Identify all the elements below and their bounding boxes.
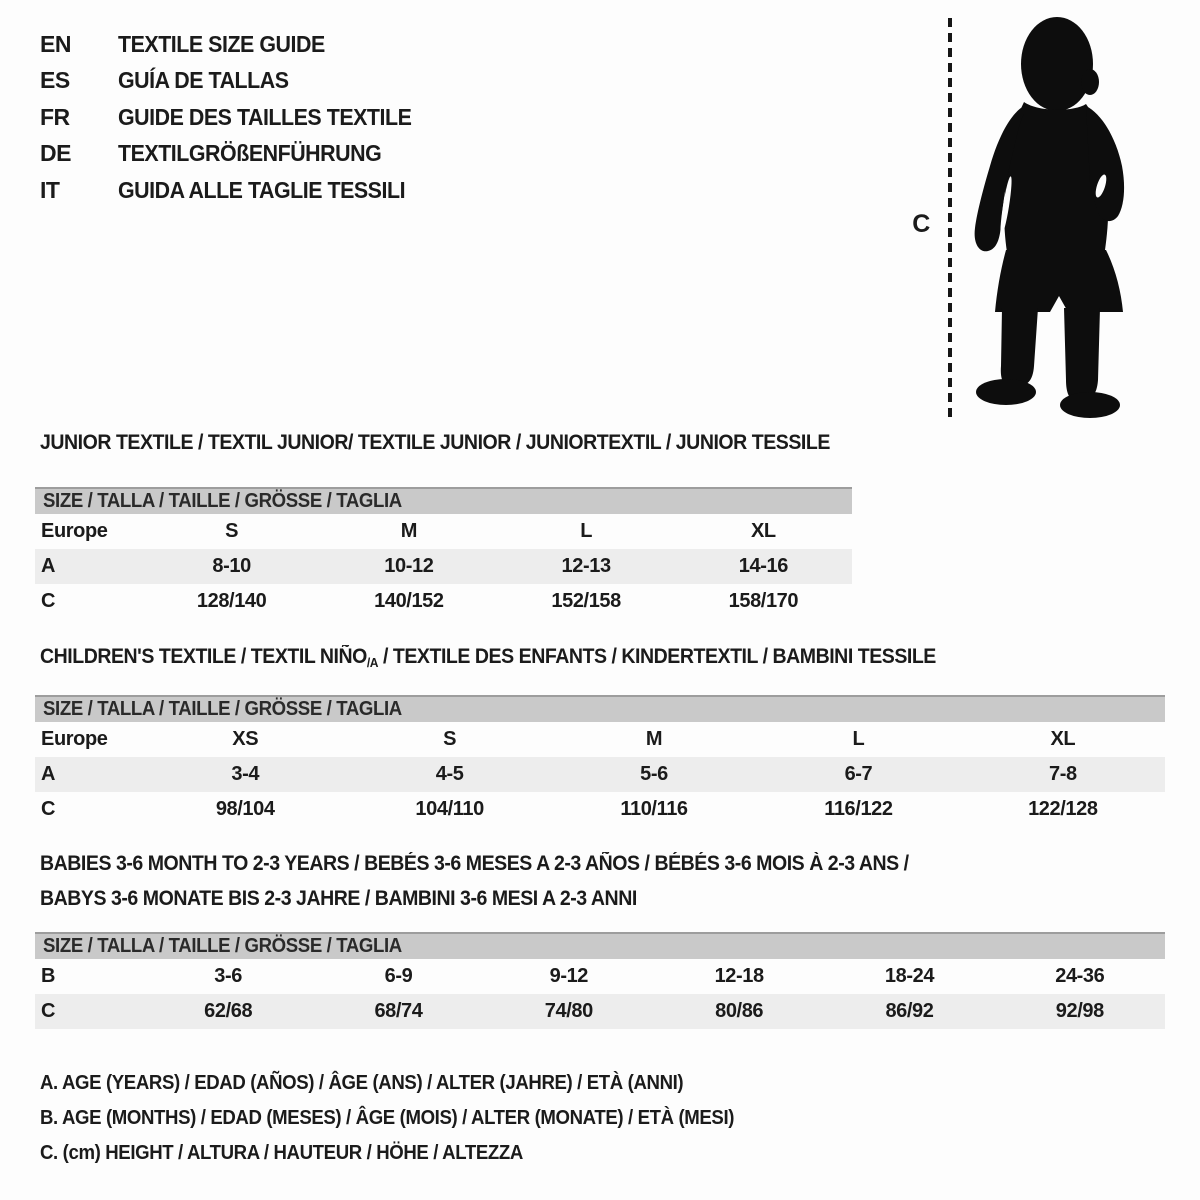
- table-cell: 24-36: [1055, 965, 1105, 987]
- table-cell: 128/140: [196, 590, 267, 612]
- table-cell: 12-13: [561, 555, 611, 577]
- table-row-sizes: [35, 722, 1165, 757]
- language-title: GUÍA DE TALLAS: [118, 67, 289, 94]
- babies-title-line1: BABIES 3-6 MONTH TO 2-3 YEARS / BEBÉS 3-6 MESES A 2-3 AÑOS / BÉBÉS 3-6 MOIS À 2-3 ANS /: [40, 852, 909, 875]
- table-row-age: [35, 549, 852, 584]
- junior-section-title: JUNIOR TEXTILE / TEXTIL JUNIOR/ TEXTILE JUNIOR / JUNIORTEXTIL / JUNIOR TESSILE: [40, 431, 830, 454]
- table-cell: XL: [1050, 728, 1076, 750]
- table-cell: 4-5: [435, 763, 464, 785]
- table-cell: 6-7: [844, 763, 873, 785]
- language-code: EN: [40, 30, 71, 57]
- table-cell: 9-12: [549, 965, 589, 987]
- language-row: [40, 63, 434, 100]
- language-row: [40, 26, 434, 63]
- table-header-label: SIZE / TALLA / TAILLE / GRÖSSE / TAGLIA: [43, 935, 402, 957]
- language-code: ES: [40, 67, 70, 94]
- table-row-age: [35, 757, 1165, 792]
- table-cell: 7-8: [1048, 763, 1077, 785]
- table-cell: 98/104: [215, 798, 275, 820]
- legend-line-c: C. (cm) HEIGHT / ALTURA / HAUTEUR / HÖHE / ALTEZZA: [40, 1142, 523, 1164]
- row-label: C: [41, 1000, 56, 1022]
- table-header: [35, 487, 852, 514]
- junior-size-table: [35, 487, 852, 619]
- language-code: DE: [40, 140, 71, 167]
- language-row: [40, 99, 434, 136]
- language-title: TEXTILGRÖßENFÜHRUNG: [118, 140, 382, 167]
- table-cell: 74/80: [544, 1000, 593, 1022]
- table-cell: 152/158: [551, 590, 621, 612]
- table-cell: 10-12: [384, 555, 434, 577]
- row-label: Europe: [41, 520, 108, 542]
- row-label: B: [41, 965, 56, 987]
- legend-line-a: A. AGE (YEARS) / EDAD (AÑOS) / ÂGE (ANS) / ALTER (JAHRE) / ETÀ (ANNI): [40, 1072, 684, 1094]
- row-label: A: [41, 763, 56, 785]
- language-code: IT: [40, 176, 60, 203]
- table-row-age-months: [35, 959, 1165, 994]
- row-label: C: [41, 798, 56, 820]
- babies-title-line2: BABYS 3-6 MONATE BIS 2-3 JAHRE / BAMBINI 3-6 MESI A 2-3 ANNI: [40, 887, 637, 910]
- table-cell: M: [400, 520, 417, 542]
- table-header: [35, 932, 1165, 959]
- table-cell: 62/68: [204, 1000, 253, 1022]
- height-measure-label: C: [912, 210, 930, 238]
- table-cell: L: [852, 728, 865, 750]
- table-cell: L: [580, 520, 593, 542]
- table-cell: 92/98: [1055, 1000, 1104, 1022]
- table-header-label: SIZE / TALLA / TAILLE / GRÖSSE / TAGLIA: [43, 698, 402, 720]
- table-cell: S: [443, 728, 457, 750]
- language-title: GUIDE DES TAILLES TEXTILE: [118, 103, 412, 130]
- children-section-title: [40, 644, 936, 675]
- row-label: C: [41, 590, 56, 612]
- table-row-height: [35, 584, 852, 619]
- table-cell: 122/128: [1028, 798, 1098, 820]
- children-title-main: CHILDREN'S TEXTILE / TEXTIL NIÑO: [40, 645, 367, 668]
- table-cell: 68/74: [374, 1000, 423, 1022]
- children-title-rest: / TEXTILE DES ENFANTS / KINDERTEXTIL / BAMBINI TESSILE: [378, 645, 936, 668]
- table-cell: 18-24: [884, 965, 935, 987]
- table-cell: 116/122: [824, 798, 893, 820]
- table-cell: 104/110: [415, 798, 484, 820]
- language-title: TEXTILE SIZE GUIDE: [118, 30, 325, 57]
- babies-size-table: [35, 932, 1165, 1029]
- table-header: [35, 695, 1165, 722]
- table-cell: 5-6: [640, 763, 668, 785]
- babies-section-title: [40, 846, 909, 916]
- table-cell: 86/92: [885, 1000, 934, 1022]
- language-list: [40, 26, 434, 209]
- table-cell: 140/152: [374, 590, 444, 612]
- table-row-sizes: [35, 514, 852, 549]
- legend-line-b: B. AGE (MONTHS) / EDAD (MESES) / ÂGE (MOIS) / ALTER (MONATE) / ETÀ (MESI): [40, 1107, 735, 1129]
- table-cell: 3-6: [214, 965, 243, 987]
- table-cell: S: [225, 520, 239, 542]
- table-cell: XS: [232, 728, 259, 750]
- row-label: Europe: [41, 728, 108, 750]
- table-row-height: [35, 792, 1165, 827]
- table-cell: 12-18: [714, 965, 764, 987]
- language-row: [40, 172, 434, 209]
- row-label: A: [41, 555, 56, 577]
- children-title-subscript: /A: [366, 655, 379, 670]
- table-cell: 80/86: [715, 1000, 764, 1022]
- table-cell: 6-9: [384, 965, 413, 987]
- language-title: GUIDA ALLE TAGLIE TESSILI: [118, 176, 406, 203]
- table-cell: 8-10: [212, 555, 251, 577]
- language-row: [40, 136, 434, 173]
- table-cell: 3-4: [231, 763, 260, 785]
- language-code: FR: [40, 103, 70, 130]
- table-cell: M: [645, 728, 663, 750]
- table-cell: 14-16: [738, 555, 788, 577]
- table-cell: 158/170: [728, 590, 799, 612]
- table-cell: 110/116: [620, 798, 688, 820]
- legend: [40, 1066, 786, 1171]
- table-row-height: [35, 994, 1165, 1029]
- baby-silhouette-icon: [962, 14, 1140, 420]
- height-measure-dashed-line: [948, 18, 952, 418]
- children-size-table: [35, 695, 1165, 827]
- table-cell: XL: [750, 520, 776, 542]
- table-header-label: SIZE / TALLA / TAILLE / GRÖSSE / TAGLIA: [43, 490, 402, 512]
